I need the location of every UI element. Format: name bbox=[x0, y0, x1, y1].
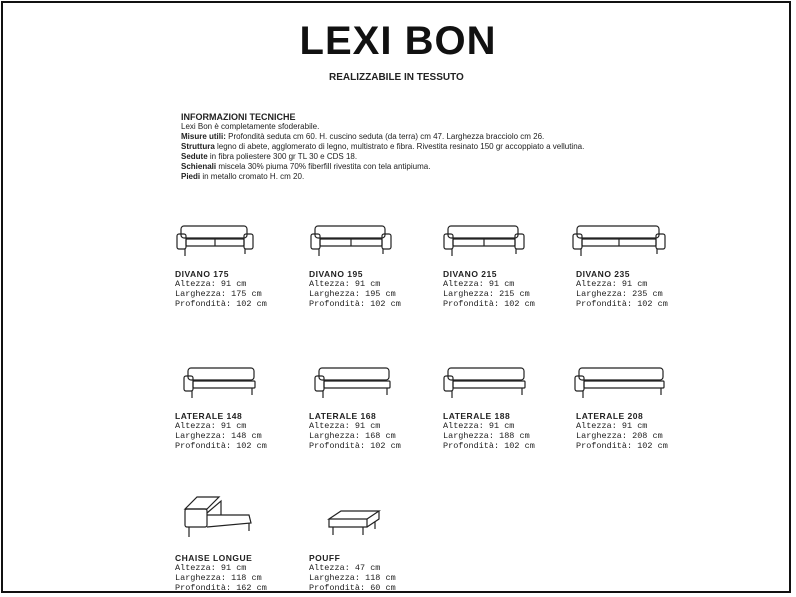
product-larghezza: Larghezza: 118 cm bbox=[175, 573, 262, 583]
info-text: in metallo cromato H. cm 20. bbox=[200, 172, 305, 181]
product-profondita: Profondità: 102 cm bbox=[309, 441, 401, 451]
product-altezza: Altezza: 91 cm bbox=[175, 421, 247, 431]
info-line bbox=[181, 152, 584, 162]
product-profondita: Profondità: 102 cm bbox=[175, 299, 267, 309]
product-profondita: Profondità: 102 cm bbox=[443, 441, 535, 451]
product-altezza: Altezza: 91 cm bbox=[443, 421, 515, 431]
product-altezza: Altezza: 91 cm bbox=[576, 279, 648, 289]
sofa-side-icon bbox=[313, 364, 393, 400]
product-name: LATERALE 168 bbox=[309, 411, 377, 421]
product-altezza: Altezza: 91 cm bbox=[175, 563, 247, 573]
info-label: Struttura bbox=[181, 142, 215, 151]
product-card bbox=[443, 269, 563, 309]
product-larghezza: Larghezza: 118 cm bbox=[309, 573, 396, 583]
product-altezza: Altezza: 91 cm bbox=[175, 279, 247, 289]
page-frame bbox=[1, 1, 791, 593]
product-profondita: Profondità: 102 cm bbox=[576, 299, 668, 309]
product-profondita: Profondità: 102 cm bbox=[576, 441, 668, 451]
product-card bbox=[309, 269, 429, 309]
product-profondita: Profondità: 102 cm bbox=[175, 441, 267, 451]
product-larghezza: Larghezza: 148 cm bbox=[175, 431, 262, 441]
product-card bbox=[443, 411, 563, 451]
product-name: LATERALE 188 bbox=[443, 411, 511, 421]
sofa-icon bbox=[175, 222, 255, 258]
product-card bbox=[309, 411, 429, 451]
product-altezza: Altezza: 91 cm bbox=[443, 279, 515, 289]
product-profondita: Profondità: 102 cm bbox=[443, 299, 535, 309]
info-label: Schienali bbox=[181, 162, 217, 171]
sofa-icon bbox=[442, 222, 526, 258]
info-line bbox=[181, 172, 584, 182]
product-name: DIVANO 215 bbox=[443, 269, 497, 279]
info-line bbox=[181, 132, 584, 142]
product-card bbox=[175, 269, 295, 309]
info-label: Piedi bbox=[181, 172, 201, 181]
info-heading: INFORMAZIONI TECNICHE bbox=[181, 112, 296, 122]
sofa-icon bbox=[309, 222, 393, 258]
info-line bbox=[181, 162, 584, 172]
product-name: LATERALE 148 bbox=[175, 411, 243, 421]
sofa-side-icon bbox=[573, 364, 667, 400]
sofa-side-icon bbox=[182, 364, 258, 400]
product-larghezza: Larghezza: 175 cm bbox=[175, 289, 262, 299]
page-title: LEXI BON bbox=[299, 19, 497, 63]
pouf-icon bbox=[323, 509, 383, 539]
product-profondita: Profondità: 60 cm bbox=[309, 583, 396, 593]
product-altezza: Altezza: 91 cm bbox=[309, 421, 381, 431]
info-line: Lexi Bon è completamente sfoderabile. bbox=[181, 122, 320, 131]
product-larghezza: Larghezza: 188 cm bbox=[443, 431, 530, 441]
product-card bbox=[576, 411, 696, 451]
product-larghezza: Larghezza: 195 cm bbox=[309, 289, 396, 299]
product-name: LATERALE 208 bbox=[576, 411, 644, 421]
info-label: Misure utili: bbox=[181, 132, 226, 141]
info-text: in fibra poliestere 300 gr TL 30 e CDS 18. bbox=[207, 152, 358, 161]
product-name: DIVANO 175 bbox=[175, 269, 229, 279]
product-larghezza: Larghezza: 235 cm bbox=[576, 289, 663, 299]
technical-info bbox=[181, 112, 584, 182]
product-card bbox=[576, 269, 696, 309]
product-profondita: Profondità: 102 cm bbox=[309, 299, 401, 309]
chaise-longue-icon bbox=[181, 493, 257, 541]
product-altezza: Altezza: 91 cm bbox=[576, 421, 648, 431]
product-profondita: Profondità: 162 cm bbox=[175, 583, 267, 593]
product-name: DIVANO 235 bbox=[576, 269, 630, 279]
info-label: Sedute bbox=[181, 152, 208, 161]
product-altezza: Altezza: 91 cm bbox=[309, 279, 381, 289]
info-line bbox=[181, 142, 584, 152]
sofa-icon bbox=[571, 222, 667, 258]
info-text: miscela 30% piuma 70% fiberfill rivestita con tela antipiuma. bbox=[216, 162, 431, 171]
product-name: DIVANO 195 bbox=[309, 269, 363, 279]
product-name: POUFF bbox=[309, 553, 341, 563]
product-card bbox=[175, 553, 295, 593]
product-larghezza: Larghezza: 208 cm bbox=[576, 431, 663, 441]
product-name: CHAISE LONGUE bbox=[175, 553, 253, 563]
product-altezza: Altezza: 47 cm bbox=[309, 563, 381, 573]
product-card bbox=[175, 411, 295, 451]
product-larghezza: Larghezza: 215 cm bbox=[443, 289, 530, 299]
page-subtitle: REALIZZABILE IN TESSUTO bbox=[329, 72, 464, 83]
product-larghezza: Larghezza: 168 cm bbox=[309, 431, 396, 441]
product-card bbox=[309, 553, 429, 593]
info-text: legno di abete, agglomerato di legno, multistrato e fibra. Rivestita resinato 150 gr accoppiato a vellutina. bbox=[214, 142, 585, 151]
info-text: Profondità seduta cm 60. H. cuscino seduta (da terra) cm 47. Larghezza bracciolo cm 26. bbox=[225, 132, 545, 141]
sofa-side-icon bbox=[442, 364, 528, 400]
